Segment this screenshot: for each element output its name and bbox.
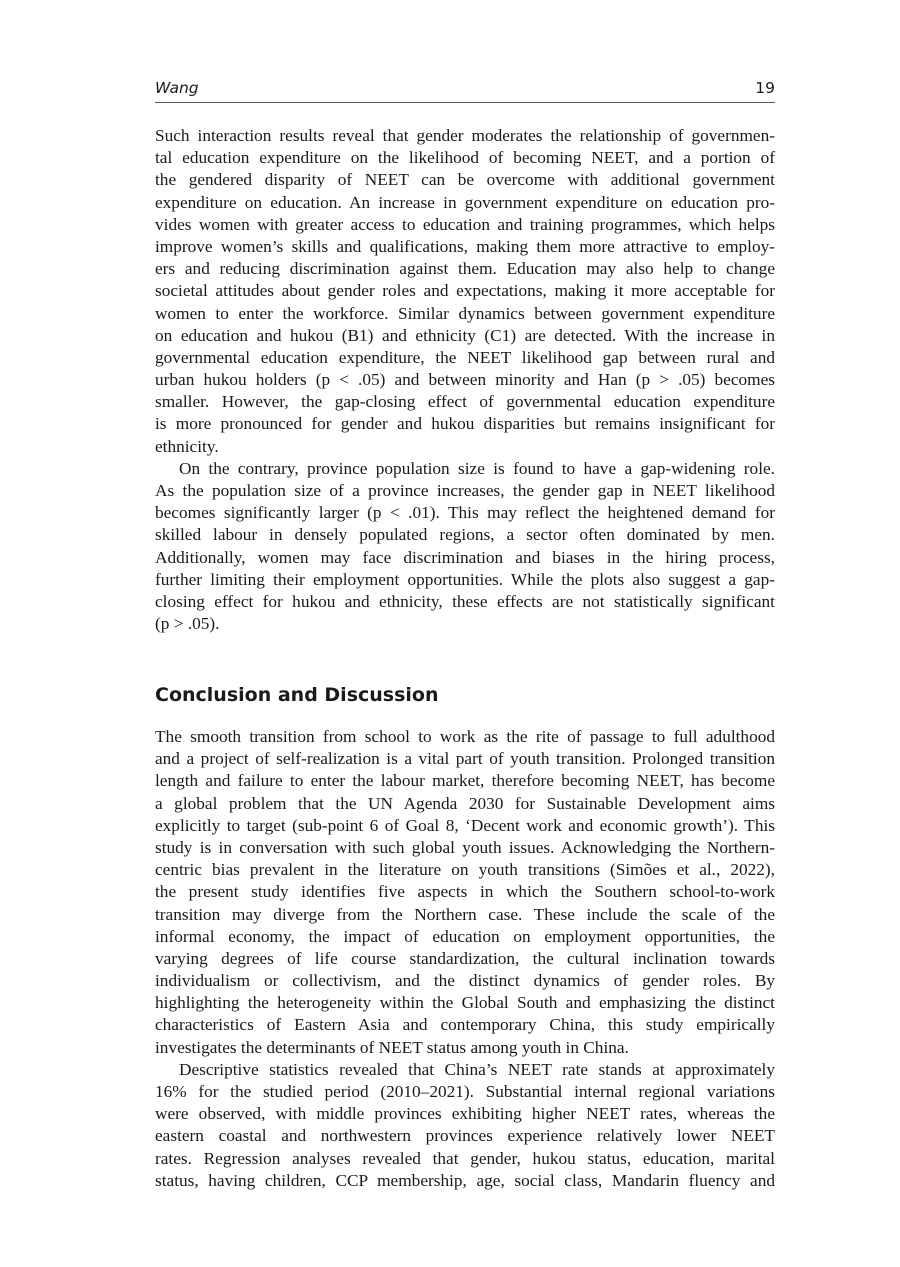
text-line: On the contrary, province population size is found to have a gap-widening role. — [179, 458, 775, 478]
page-number: 19 — [755, 79, 775, 97]
text-line: women to enter the workforce. Similar dynamics between government expenditure — [155, 303, 775, 323]
text-line: (p > .05). — [155, 614, 220, 634]
text-line: closing effect for hukou and ethnicity, these effects are not statistically significant — [155, 591, 775, 611]
paragraph-conclusion — [155, 726, 775, 1192]
text-line: rates. Regression analyses revealed that gender, hukou status, education, marital — [155, 1148, 775, 1168]
text-line: skilled labour in densely populated regions, a sector often dominated by men. — [155, 525, 775, 545]
text-line: further limiting their employment opportunities. While the plots also suggest a gap- — [155, 569, 775, 589]
text-line: characteristics of Eastern Asia and contemporary China, this study empirically — [155, 1015, 775, 1035]
text-line: urban hukou holders (p < .05) and between minority and Han (p > .05) becomes — [155, 370, 775, 390]
text-line: the present study identifies five aspects in which the Southern school-to-work — [155, 882, 775, 902]
text-line: explicitly to target (sub-point 6 of Goal 8, ‘Decent work and economic growth’). This — [155, 815, 775, 835]
text-line: Additionally, women may face discrimination and biases in the hiring process, — [155, 547, 775, 567]
text-line: 16% for the studied period (2010–2021). Substantial internal regional variations — [155, 1082, 775, 1101]
text-line: ethnicity. — [155, 436, 219, 456]
running-head-author: Wang — [155, 79, 199, 97]
text-line: transition may diverge from the Northern case. These include the scale of the — [155, 904, 775, 924]
text-line: governmental education expenditure, the NEET likelihood gap between rural and — [155, 347, 775, 367]
text-line: eastern coastal and northwestern provinces experience relatively lower NEET — [155, 1126, 775, 1146]
text-line: informal economy, the impact of education on employment opportunities, the — [155, 926, 775, 946]
text-line: As the population size of a province increases, the gender gap in NEET likelihood — [155, 481, 775, 500]
text-line: is more pronounced for gender and hukou disparities but remains insignificant for — [155, 414, 775, 434]
text-line: societal attitudes about gender roles and expectations, making it more acceptable for — [155, 281, 775, 301]
text-line: The smooth transition from school to work as the rite of passage to full adulthood — [155, 727, 775, 746]
text-line: and a project of self-realization is a vital part of youth transition. Prolonged transition — [155, 749, 775, 769]
text-line: becomes significantly larger (p < .01). This may reflect the heightened demand for — [155, 503, 775, 523]
text-line: Such interaction results reveal that gender moderates the relationship of governmen- — [155, 126, 775, 145]
text-line: investigates the determinants of NEET status among youth in China. — [155, 1037, 629, 1057]
text-line: the gendered disparity of NEET can be overcome with additional government — [155, 170, 775, 190]
paragraph-interaction-results — [155, 125, 775, 635]
text-line: individualism or collectivism, and the distinct dynamics of gender roles. By — [155, 971, 775, 991]
text-line: improve women’s skills and qualifications, making them more attractive to employ- — [155, 236, 775, 256]
text-line: ers and reducing discrimination against them. Education may also help to change — [155, 259, 775, 279]
section-heading-conclusion: Conclusion and Discussion — [155, 684, 439, 706]
text-line: on education and hukou (B1) and ethnicity (C1) are detected. With the increase in — [155, 325, 775, 345]
text-line: expenditure on education. An increase in government expenditure on education pro- — [155, 192, 775, 212]
text-line: status, having children, CCP membership, age, social class, Mandarin fluency and — [155, 1170, 775, 1190]
text-line: centric bias prevalent in the literature on youth transitions (Simões et al., 2022), — [155, 860, 775, 880]
text-line: vides women with greater access to education and training programmes, which helps — [155, 214, 775, 234]
text-line: Descriptive statistics revealed that China’s NEET rate stands at approximately — [179, 1059, 775, 1079]
text-line: a global problem that the UN Agenda 2030 for Sustainable Development aims — [155, 793, 775, 813]
text-line: length and failure to enter the labour market, therefore becoming NEET, has become — [155, 771, 775, 791]
text-line: varying degrees of life course standardization, the cultural inclination towards — [155, 948, 775, 968]
text-line: study is in conversation with such global youth issues. Acknowledging the Northern- — [155, 837, 775, 857]
text-line: smaller. However, the gap-closing effect of governmental education expenditure — [155, 392, 775, 412]
text-line: highlighting the heterogeneity within the Global South and emphasizing the distinct — [155, 993, 775, 1013]
text-line: tal education expenditure on the likelihood of becoming NEET, and a portion of — [155, 148, 775, 168]
running-head — [155, 76, 775, 103]
text-line: were observed, with middle provinces exhibiting higher NEET rates, whereas the — [155, 1104, 775, 1124]
